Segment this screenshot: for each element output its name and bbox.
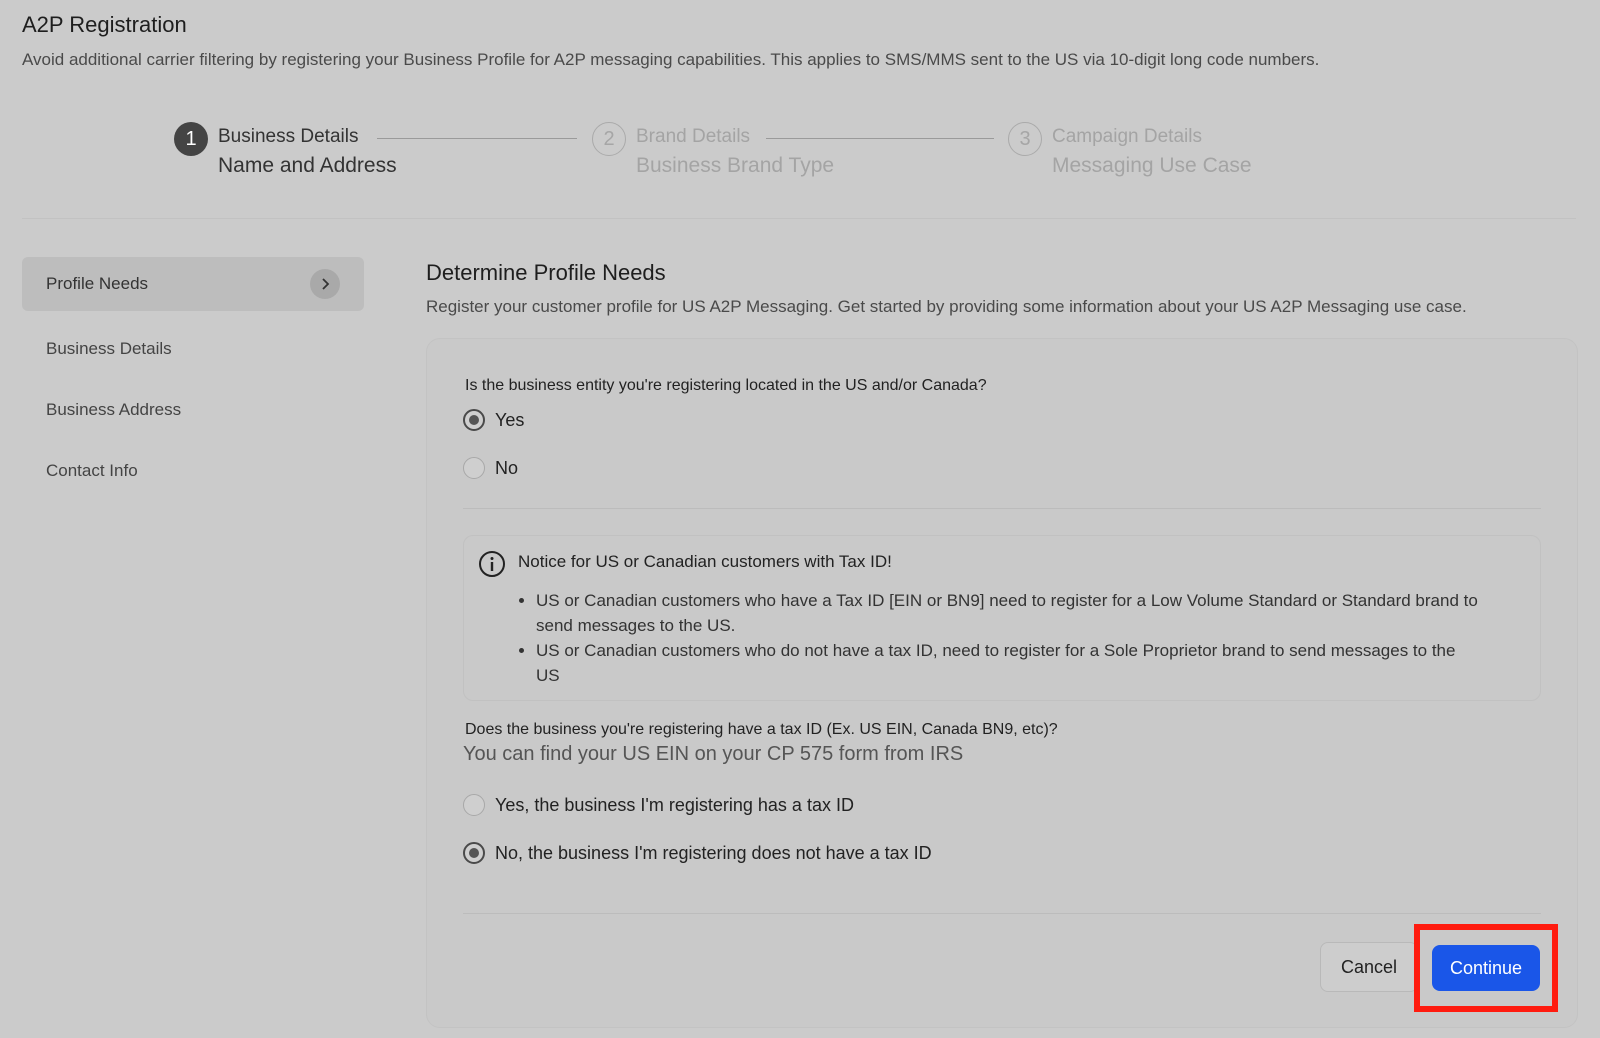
radio-tax-id-yes[interactable]	[463, 794, 854, 816]
header-divider	[22, 218, 1576, 219]
radio-label: Yes	[495, 409, 525, 430]
radio-button[interactable]	[463, 794, 485, 816]
radio-tax-id-no[interactable]	[463, 842, 932, 864]
divider	[463, 913, 1541, 914]
question-location-label: Is the business entity you're registering located in the US and/or Canada?	[465, 377, 987, 394]
radio-label: No, the business I'm registering does not have a tax ID	[495, 842, 932, 863]
step-subtitle: Name and Address	[218, 154, 397, 177]
sidebar-item-profile-needs[interactable]	[22, 257, 364, 311]
radio-label: Yes, the business I'm registering has a tax ID	[495, 794, 854, 815]
step-number: 2	[592, 122, 626, 156]
radio-location-no[interactable]	[463, 457, 518, 479]
cancel-button[interactable]: Cancel	[1320, 942, 1418, 992]
radio-button[interactable]	[463, 457, 485, 479]
sidebar-item-label: Business Details	[46, 339, 172, 358]
step-number: 1	[174, 122, 208, 156]
radio-location-yes[interactable]	[463, 409, 524, 431]
step-number: 3	[1008, 122, 1042, 156]
step-subtitle: Messaging Use Case	[1052, 154, 1252, 177]
sidebar-item-business-details[interactable]	[22, 322, 364, 376]
profile-needs-card	[426, 338, 1578, 1028]
highlight-box	[1414, 924, 1558, 1012]
continue-button[interactable]: Continue	[1432, 945, 1540, 991]
sidebar-item-business-address[interactable]	[22, 383, 364, 437]
tax-id-notice	[463, 535, 1541, 701]
step-connector	[766, 138, 994, 139]
notice-bullet: • US or Canadian customers who do not have a tax ID, need to register for a Sole Proprietor brand to send messages to the US	[536, 638, 1478, 688]
section-subtitle: Register your customer profile for US A2P Messaging. Get started by providing some information about your US A2P Messaging use case.	[426, 297, 1467, 316]
notice-title: Notice for US or Canadian customers with Tax ID!	[518, 552, 892, 571]
notice-bullet: • US or Canadian customers who have a Tax ID [EIN or BN9] need to register for a Low Volume Standard or Standard brand to send messages to the US.	[536, 588, 1478, 638]
info-circle-icon	[478, 550, 506, 578]
page-subtitle: Avoid additional carrier filtering by registering your Business Profile for A2P messaging capabilities. This applies to SMS/MMS sent to the US via 10-digit long code numbers.	[22, 50, 1320, 69]
step-title: Business Details	[218, 126, 359, 147]
radio-button[interactable]	[463, 842, 485, 864]
sidebar-item-label: Business Address	[46, 400, 182, 419]
sidebar-item-contact-info[interactable]	[22, 444, 364, 498]
question-tax-id-label: Does the business you're registering have a tax ID (Ex. US EIN, Canada BN9, etc)?	[465, 721, 1058, 738]
step-title: Campaign Details	[1052, 126, 1202, 147]
radio-button[interactable]	[463, 409, 485, 431]
chevron-right-icon	[310, 269, 340, 299]
divider	[463, 508, 1541, 509]
sidebar-item-label: Contact Info	[46, 461, 138, 480]
notice-list	[518, 588, 1478, 688]
page-title: A2P Registration	[22, 12, 187, 37]
section-title: Determine Profile Needs	[426, 260, 666, 285]
radio-label: No	[495, 457, 519, 478]
tax-id-hint: You can find your US EIN on your CP 575 form from IRS	[463, 743, 964, 765]
step-title: Brand Details	[636, 126, 751, 147]
step-subtitle: Business Brand Type	[636, 154, 835, 177]
sidebar-item-label: Profile Needs	[46, 274, 149, 293]
step-connector	[377, 138, 577, 139]
